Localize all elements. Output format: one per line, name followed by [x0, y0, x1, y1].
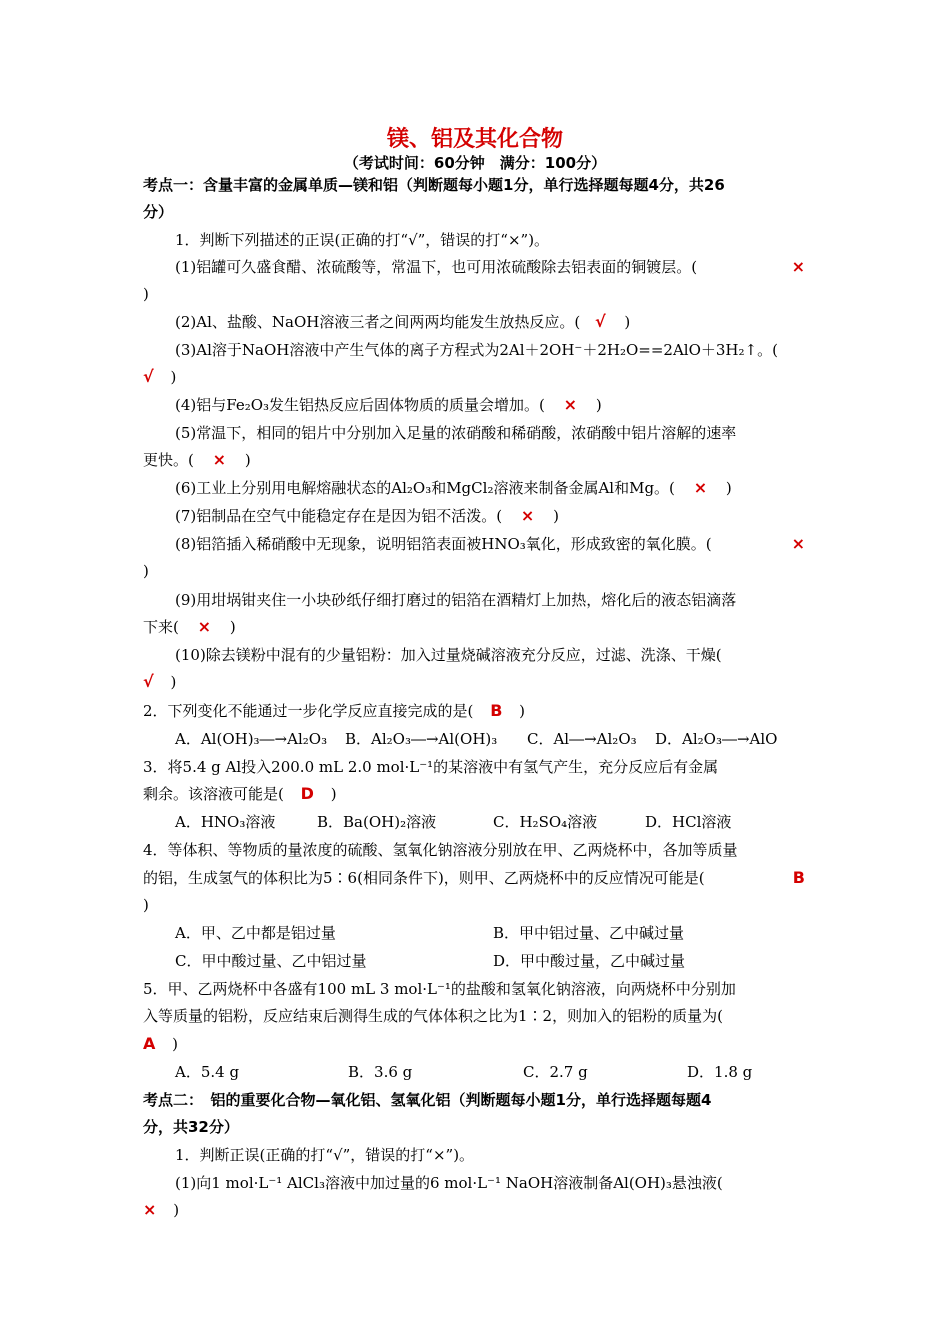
answer-mark: ×: [693, 478, 708, 497]
item-close: ): [170, 673, 177, 691]
answer-mark: ×: [212, 450, 227, 469]
option-b: B．Al₂O₃―→Al(OH)₃: [345, 730, 498, 748]
option-c: C．H₂SO₄溶液: [493, 813, 598, 831]
s1-q1-item7: [175, 506, 808, 526]
item-close: ): [725, 479, 732, 497]
s1-q1-item9-cont: [143, 617, 808, 637]
s2-q1-item1: (1)向1 mol·L⁻¹ AlCl₃溶液中加过量的6 mol·L⁻¹ NaOH溶液制备Al(OH)₃悬浊液(: [175, 1174, 723, 1192]
item-close: ): [170, 368, 177, 386]
s1-q1-item10-answer: [143, 672, 808, 692]
s1-q4-options-row1: [175, 923, 808, 943]
s1-q1-item3-answer: [143, 367, 808, 387]
option-a: A．HNO₃溶液: [175, 813, 276, 831]
answer-mark: B: [792, 868, 805, 887]
option-b: B．Ba(OH)₂溶液: [317, 813, 437, 831]
option-d: D．1.8 g: [687, 1063, 753, 1081]
option-a: A．Al(OH)₃―→Al₂O₃: [175, 730, 328, 748]
item-text: 下来(: [143, 618, 179, 636]
question-close: ): [519, 702, 526, 720]
answer-mark: √: [143, 367, 154, 386]
question-close: ): [330, 785, 337, 803]
answer-mark: √: [143, 672, 154, 691]
item-close: ): [244, 451, 251, 469]
s1-q1-item8: [175, 534, 808, 554]
s1-q1-item6: [175, 478, 808, 498]
s1-q2-options: [175, 729, 808, 749]
s1-q1-item5: (5)常温下，相同的铝片中分别加入足量的浓硝酸和稀硝酸，浓硝酸中铝片溶解的速率: [175, 424, 737, 442]
answer-mark: ×: [791, 534, 805, 553]
s1-q1-item5-cont: [143, 450, 808, 470]
s1-q1-item9: (9)用坩埚钳夹住一小块砂纸仔细打磨过的铝箔在酒精灯上加热，熔化后的液态铝滴落: [175, 591, 737, 609]
option-d: D．Al₂O₃―→AlO: [655, 730, 778, 748]
s1-q3-stem-line1: 3．将5.4 g Al投入200.0 mL 2.0 mol·L⁻¹的某溶液中有氢气产生，充分反应后有金属: [143, 758, 719, 776]
answer-mark: B: [490, 701, 503, 720]
s1-q1-item4: [175, 395, 808, 415]
s1-q5-stem-line2: 入等质量的铝粉，反应结束后测得生成的气体体积之比为1∶2，则加入的铝粉的质量为(: [143, 1007, 723, 1025]
item-text: (2)Al、盐酸、NaOH溶液三者之间两两均能发生放热反应。(: [175, 313, 581, 331]
answer-mark: ×: [197, 617, 212, 636]
answer-mark: ×: [563, 395, 578, 414]
section1-header-line2: 分）: [143, 203, 174, 221]
question-text: 的铝，生成氢气的体积比为5∶6(相同条件下)，则甲、乙两烧杯中的反应情况可能是(: [143, 869, 705, 887]
section2-header-line2: 分，共32分）: [143, 1118, 239, 1136]
item-text: (7)铝制品在空气中能稳定存在是因为铝不活泼。(: [175, 507, 503, 525]
item-text: (6)工业上分别用电解熔融状态的Al₂O₃和MgCl₂溶液来制备金属Al和Mg。(: [175, 479, 675, 497]
s1-q1-item8-close: ): [143, 562, 149, 580]
section2-header-line1: 考点二： 铝的重要化合物—氧化铝、氢氧化铝（判断题每小题1分，单行选择题每题4: [143, 1091, 712, 1109]
s1-q5-stem-line1: 5．甲、乙两烧杯中各盛有100 mL 3 mol·L⁻¹的盐酸和氢氧化钠溶液，向两烧杯中分别加: [143, 980, 736, 998]
question-close: ): [172, 1035, 179, 1053]
s1-q5-options: [175, 1062, 808, 1082]
section1-header-line1: 考点一：含量丰富的金属单质—镁和铝（判断题每小题1分，单行选择题每题4分，共26: [143, 176, 725, 194]
s1-q2-stem: [143, 701, 808, 721]
page-title: 镁、铝及其化合物: [386, 127, 563, 152]
option-c: C．Al―→Al₂O₃: [527, 730, 637, 748]
item-text: (8)铝箔插入稀硝酸中无现象，说明铝箔表面被HNO₃氧化，形成致密的氧化膜。(: [175, 535, 712, 553]
option-d: D．HCl溶液: [645, 813, 732, 831]
s1-q3-stem-line2: [143, 784, 808, 804]
s1-q4-stem-line2: [143, 868, 808, 888]
s1-q1-item2: [175, 312, 808, 332]
item-close: ): [624, 313, 631, 331]
option-a: A．甲、乙中都是铝过量: [175, 924, 336, 942]
answer-mark: A: [143, 1034, 156, 1053]
option-c: C．2.7 g: [523, 1063, 588, 1081]
option-b: B．甲中铝过量、乙中碱过量: [493, 924, 685, 942]
item-close: ): [595, 396, 602, 414]
s1-q4-close: ): [143, 896, 149, 914]
question-text: 剩余。该溶液可能是(: [143, 785, 284, 803]
option-c: C．甲中酸过量、乙中铝过量: [175, 952, 367, 970]
s1-q1-item1-close: ): [143, 285, 149, 303]
s2-q1-item1-answer: [143, 1200, 808, 1220]
answer-mark: ×: [791, 257, 805, 276]
option-d: D．甲中酸过量，乙中碱过量: [493, 952, 686, 970]
s1-q4-stem-line1: 4．等体积、等物质的量浓度的硫酸、氢氧化钠溶液分别放在甲、乙两烧杯中，各加等质量: [143, 841, 738, 859]
page-subtitle: （考试时间：60分钟 满分：100分）: [343, 154, 607, 172]
s1-q3-options: [175, 812, 808, 832]
item-close: ): [173, 1201, 180, 1219]
s1-q1-item3: (3)Al溶于NaOH溶液中产生气体的离子方程式为2Al＋2OH⁻＋2H₂O==2AlO＋3H₂↑。(: [175, 341, 778, 359]
answer-mark: D: [300, 784, 314, 803]
s1-q1-item10: (10)除去镁粉中混有的少量铝粉：加入过量烧碱溶液充分反应，过滤、洗涤、干燥(: [175, 646, 722, 664]
item-text: (4)铝与Fe₂O₃发生铝热反应后固体物质的质量会增加。(: [175, 396, 545, 414]
s2-q1-stem: 1．判断正误(正确的打“√”，错误的打“×”)。: [175, 1146, 475, 1164]
item-close: ): [229, 618, 236, 636]
answer-mark: √: [594, 312, 606, 331]
option-a: A．5.4 g: [175, 1063, 240, 1081]
answer-mark: ×: [520, 506, 535, 525]
item-text: 更快。(: [143, 451, 194, 469]
answer-mark: ×: [143, 1200, 157, 1219]
question-text: 2．下列变化不能通过一步化学反应直接完成的是(: [143, 702, 474, 720]
s1-q4-options-row2: [175, 951, 808, 971]
item-text: (1)铝罐可久盛食醋、浓硫酸等，常温下，也可用浓硫酸除去铝表面的铜镀层。(: [175, 258, 698, 276]
option-b: B．3.6 g: [348, 1063, 413, 1081]
s1-q5-answer: [143, 1034, 808, 1054]
s1-q1-item1: [175, 257, 808, 277]
s1-q1-stem: 1．判断下列描述的正误(正确的打“√”，错误的打“×”)。: [175, 231, 550, 249]
item-close: ): [553, 507, 559, 525]
